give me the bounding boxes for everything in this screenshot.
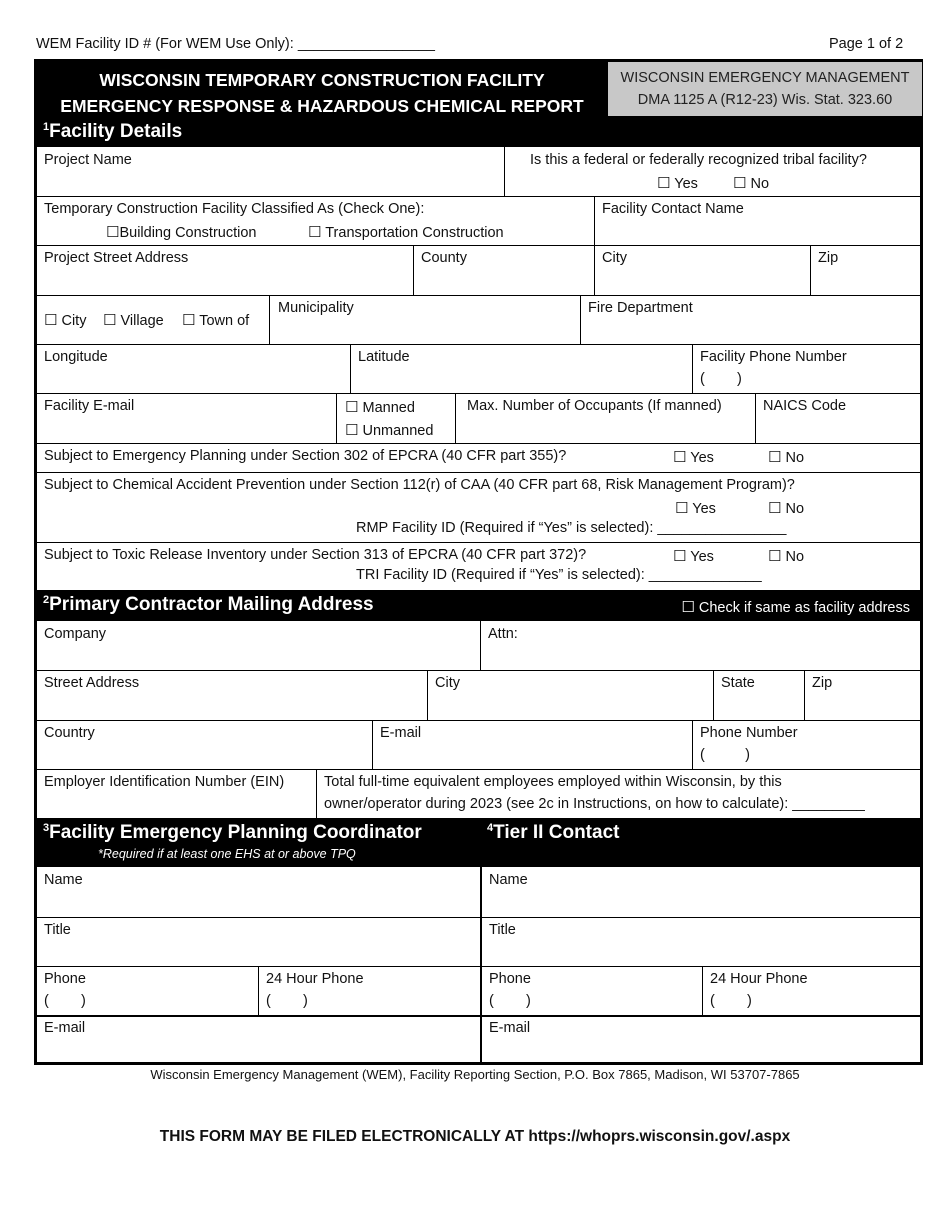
tier2-name-label: Name xyxy=(489,872,528,888)
federal-facility-field xyxy=(504,147,920,196)
muni-town-checkbox[interactable]: ☐ xyxy=(182,311,196,329)
contractor-zip-field[interactable] xyxy=(804,670,920,720)
coordinator-24h-phone-field[interactable] xyxy=(258,966,480,1015)
row-coordinates xyxy=(37,344,920,394)
longitude-label: Longitude xyxy=(44,349,108,365)
tier2-email-field[interactable] xyxy=(480,1015,920,1062)
row-contact-emails xyxy=(37,1015,920,1062)
building-construction-option[interactable]: ☐Building Construction xyxy=(106,223,257,241)
form-title-line1: WISCONSIN TEMPORARY CONSTRUCTION FACILITY xyxy=(99,70,545,90)
rmp-facility-id-field[interactable]: RMP Facility ID (Required if “Yes” is selected): ________________ xyxy=(356,520,787,536)
epcra313-no-option[interactable]: ☐ No xyxy=(768,547,805,565)
tier2-24h-phone-area: ( ) xyxy=(710,993,752,1009)
coordinator-24h-phone-label: 24 Hour Phone xyxy=(266,971,364,987)
unmanned-option[interactable]: ☐ Unmanned xyxy=(345,421,434,439)
municipality-label: Municipality xyxy=(278,300,354,316)
row-contact-phones xyxy=(37,966,920,1017)
facility-phone-field[interactable] xyxy=(692,344,920,393)
form-header xyxy=(37,62,920,118)
muni-town-option[interactable]: ☐ Town of xyxy=(182,311,250,329)
contractor-state-field[interactable] xyxy=(713,670,804,720)
tri-facility-id-field[interactable]: TRI Facility ID (Required if “Yes” is selected): ______________ xyxy=(356,567,762,583)
row-facility-email xyxy=(37,393,920,444)
row-caa112r xyxy=(37,472,920,543)
tier2-title-field[interactable] xyxy=(480,917,920,966)
tier2-title-label: Title xyxy=(489,922,516,938)
contractor-phone-label: Phone Number xyxy=(700,725,798,741)
row-contractor-contact xyxy=(37,720,920,770)
attn-field[interactable] xyxy=(480,621,920,670)
same-as-facility-checkbox[interactable]: ☐ xyxy=(681,598,695,616)
tier2-name-field[interactable] xyxy=(480,867,920,917)
attn-label: Attn: xyxy=(488,626,518,642)
row-classification xyxy=(37,196,920,246)
contractor-state-label: State xyxy=(721,675,755,691)
naics-label: NAICS Code xyxy=(763,398,847,414)
county-field[interactable] xyxy=(413,245,594,295)
footer-filing-note: THIS FORM MAY BE FILED ELECTRONICALLY AT https://whoprs.wisconsin.gov/.aspx xyxy=(159,1128,791,1145)
epcra313-no-checkbox[interactable]: ☐ xyxy=(768,547,782,565)
latitude-label: Latitude xyxy=(358,349,410,365)
coordinator-email-label: E-mail xyxy=(44,1020,86,1036)
fte-label-line2: owner/operator during 2023 (see 2c in Instructions, on how to calculate): _________ xyxy=(324,796,865,812)
contractor-street-field[interactable] xyxy=(37,670,427,720)
agency-name: WISCONSIN EMERGENCY MANAGEMENT xyxy=(620,70,910,86)
facility-email-field[interactable] xyxy=(37,393,336,443)
building-construction-checkbox[interactable]: ☐ xyxy=(106,223,120,241)
contractor-email-label: E-mail xyxy=(380,725,422,741)
epcra302-no-checkbox[interactable]: ☐ xyxy=(768,448,782,466)
row-epcra302 xyxy=(37,443,920,473)
ein-field[interactable] xyxy=(37,769,316,818)
section2-number: 2 xyxy=(43,594,50,606)
report-form xyxy=(34,59,923,1065)
contractor-street-label: Street Address xyxy=(44,675,140,691)
row-project-name xyxy=(37,147,920,197)
muni-village-checkbox[interactable]: ☐ xyxy=(103,311,117,329)
epcra302-question: Subject to Emergency Planning under Section 302 of EPCRA (40 CFR part 355)? xyxy=(44,448,567,464)
form-title-line2: EMERGENCY RESPONSE & HAZARDOUS CHEMICAL REPORT xyxy=(60,96,584,116)
facility-phone-area: ( ) xyxy=(700,371,742,387)
row-project-address xyxy=(37,245,920,296)
company-label: Company xyxy=(44,626,107,642)
section1-number: 1 xyxy=(43,121,50,133)
epcra302-no-option[interactable]: ☐ No xyxy=(768,448,805,466)
row-contractor-address xyxy=(37,670,920,721)
county-label: County xyxy=(421,250,467,266)
epcra313-yes-option[interactable]: ☐ Yes xyxy=(673,547,714,565)
tier2-phone-field[interactable] xyxy=(480,966,702,1015)
coordinator-email-field[interactable] xyxy=(37,1015,480,1062)
manned-checkbox[interactable]: ☐ xyxy=(345,398,359,416)
federal-question: Is this a federal or federally recognized tribal facility? xyxy=(530,152,867,168)
wem-facility-id-label: WEM Facility ID # (For WEM Use Only): _________________ xyxy=(36,36,435,52)
coordinator-phone-area: ( ) xyxy=(44,993,86,1009)
contractor-phone-field[interactable] xyxy=(692,720,920,769)
latitude-field[interactable] xyxy=(350,344,692,393)
coordinator-title-field[interactable] xyxy=(37,917,480,966)
fire-department-field[interactable] xyxy=(580,295,920,344)
section3-note: *Required if at least one EHS at or above TPQ xyxy=(98,847,356,861)
naics-field[interactable] xyxy=(755,393,920,443)
same-as-facility-option[interactable]: ☐ Check if same as facility address xyxy=(681,598,910,616)
federal-yes-option[interactable]: ☐ Yes xyxy=(657,174,698,192)
project-street-field[interactable] xyxy=(37,245,413,295)
caa112r-question: Subject to Chemical Accident Prevention under Section 112(r) of CAA (40 CFR part 68, Risk Management Program)? xyxy=(44,477,795,493)
caa112r-yes-checkbox[interactable]: ☐ xyxy=(675,499,689,517)
section3-4-header xyxy=(37,818,920,867)
row-contact-titles xyxy=(37,917,920,967)
federal-no-option[interactable]: ☐ No xyxy=(733,174,770,192)
coordinator-name-label: Name xyxy=(44,872,83,888)
longitude-field[interactable] xyxy=(37,344,350,393)
section3-title: $^3$Facility Emergency Planning Coordinator xyxy=(43,822,422,843)
classification-field xyxy=(37,196,594,245)
country-field[interactable] xyxy=(37,720,372,769)
tier2-email-label: E-mail xyxy=(489,1020,531,1036)
facility-contact-name-field[interactable] xyxy=(594,196,920,245)
city-label: City xyxy=(602,250,627,266)
row-ein xyxy=(37,769,920,818)
section4-title: $^4$Tier II Contact xyxy=(487,822,620,843)
page-number: Page 1 of 2 xyxy=(829,36,904,52)
epcra313-question: Subject to Toxic Release Inventory under Section 313 of EPCRA (40 CFR part 372)? xyxy=(44,547,587,563)
contractor-city-field[interactable] xyxy=(427,670,713,720)
municipality-type-field xyxy=(37,295,269,344)
ein-label: Employer Identification Number (EIN) xyxy=(44,774,285,790)
tier2-phone-area: ( ) xyxy=(489,993,531,1009)
row-contact-names xyxy=(37,867,920,918)
facility-email-label: Facility E-mail xyxy=(44,398,135,414)
zip-field[interactable] xyxy=(810,245,920,295)
section4-number: 4 xyxy=(487,822,494,834)
manned-option[interactable]: ☐ Manned xyxy=(345,398,415,416)
classification-label: Temporary Construction Facility Classified As (Check One): xyxy=(44,201,425,217)
coordinator-24h-phone-area: ( ) xyxy=(266,993,308,1009)
fte-label-line1: Total full-time equivalent employees employed within Wisconsin, by this xyxy=(324,774,782,790)
manned-field xyxy=(336,393,455,443)
agency-box xyxy=(608,62,922,116)
tier2-24h-phone-field[interactable] xyxy=(702,966,920,1015)
caa112r-yes-option[interactable]: ☐ Yes xyxy=(675,499,716,517)
tier2-24h-phone-label: 24 Hour Phone xyxy=(710,971,808,987)
row-company xyxy=(37,621,920,671)
federal-yes-checkbox[interactable]: ☐ xyxy=(657,174,671,192)
caa112r-no-option[interactable]: ☐ No xyxy=(768,499,805,517)
federal-no-checkbox[interactable]: ☐ xyxy=(733,174,747,192)
zip-label: Zip xyxy=(818,250,839,266)
muni-city-option[interactable]: ☐ City xyxy=(44,311,87,329)
facility-phone-label: Facility Phone Number xyxy=(700,349,847,365)
project-name-field[interactable] xyxy=(37,147,504,196)
max-occupants-label: Max. Number of Occupants (If manned) xyxy=(467,398,722,414)
section2-title: $^2$Primary Contractor Mailing Address xyxy=(43,594,374,615)
contractor-city-label: City xyxy=(435,675,460,691)
max-occupants-field[interactable] xyxy=(455,393,755,443)
epcra302-yes-option[interactable]: ☐ Yes xyxy=(673,448,714,466)
section3-number: 3 xyxy=(43,822,50,834)
footer-address: Wisconsin Emergency Management (WEM), Facility Reporting Section, P.O. Box 7865, Madison, WI 53707-7865 xyxy=(150,1067,800,1082)
caa112r-no-checkbox[interactable]: ☐ xyxy=(768,499,782,517)
coordinator-name-field[interactable] xyxy=(37,867,480,917)
transportation-construction-checkbox[interactable]: ☐ xyxy=(308,223,322,241)
fte-field[interactable] xyxy=(316,769,920,818)
section1-title: $^1$Facility Details xyxy=(43,121,183,142)
contractor-phone-area: ( ) xyxy=(700,747,750,763)
unmanned-checkbox[interactable]: ☐ xyxy=(345,421,359,439)
project-street-label: Project Street Address xyxy=(44,250,189,266)
form-number: DMA 1125 A (R12-23) Wis. Stat. 323.60 xyxy=(637,92,893,108)
city-field[interactable] xyxy=(594,245,810,295)
fire-department-label: Fire Department xyxy=(588,300,693,316)
coordinator-phone-label: Phone xyxy=(44,971,86,987)
company-field[interactable] xyxy=(37,621,480,670)
coordinator-title-label: Title xyxy=(44,922,71,938)
muni-village-option[interactable]: ☐ Village xyxy=(103,311,164,329)
country-label: Country xyxy=(44,725,95,741)
contractor-email-field[interactable] xyxy=(372,720,692,769)
municipality-field[interactable] xyxy=(269,295,580,344)
transportation-construction-option[interactable]: ☐ Transportation Construction xyxy=(308,223,504,241)
tier2-phone-label: Phone xyxy=(489,971,531,987)
epcra302-yes-checkbox[interactable]: ☐ xyxy=(673,448,687,466)
epcra313-yes-checkbox[interactable]: ☐ xyxy=(673,547,687,565)
row-municipality xyxy=(37,295,920,345)
contractor-zip-label: Zip xyxy=(812,675,833,691)
project-name-label: Project Name xyxy=(44,152,132,168)
muni-city-checkbox[interactable]: ☐ xyxy=(44,311,58,329)
section2-header xyxy=(37,590,920,621)
facility-contact-name-label: Facility Contact Name xyxy=(602,201,744,217)
section1-header xyxy=(37,118,920,147)
row-epcra313 xyxy=(37,542,920,590)
form-title xyxy=(37,67,607,119)
coordinator-phone-field[interactable] xyxy=(37,966,258,1015)
